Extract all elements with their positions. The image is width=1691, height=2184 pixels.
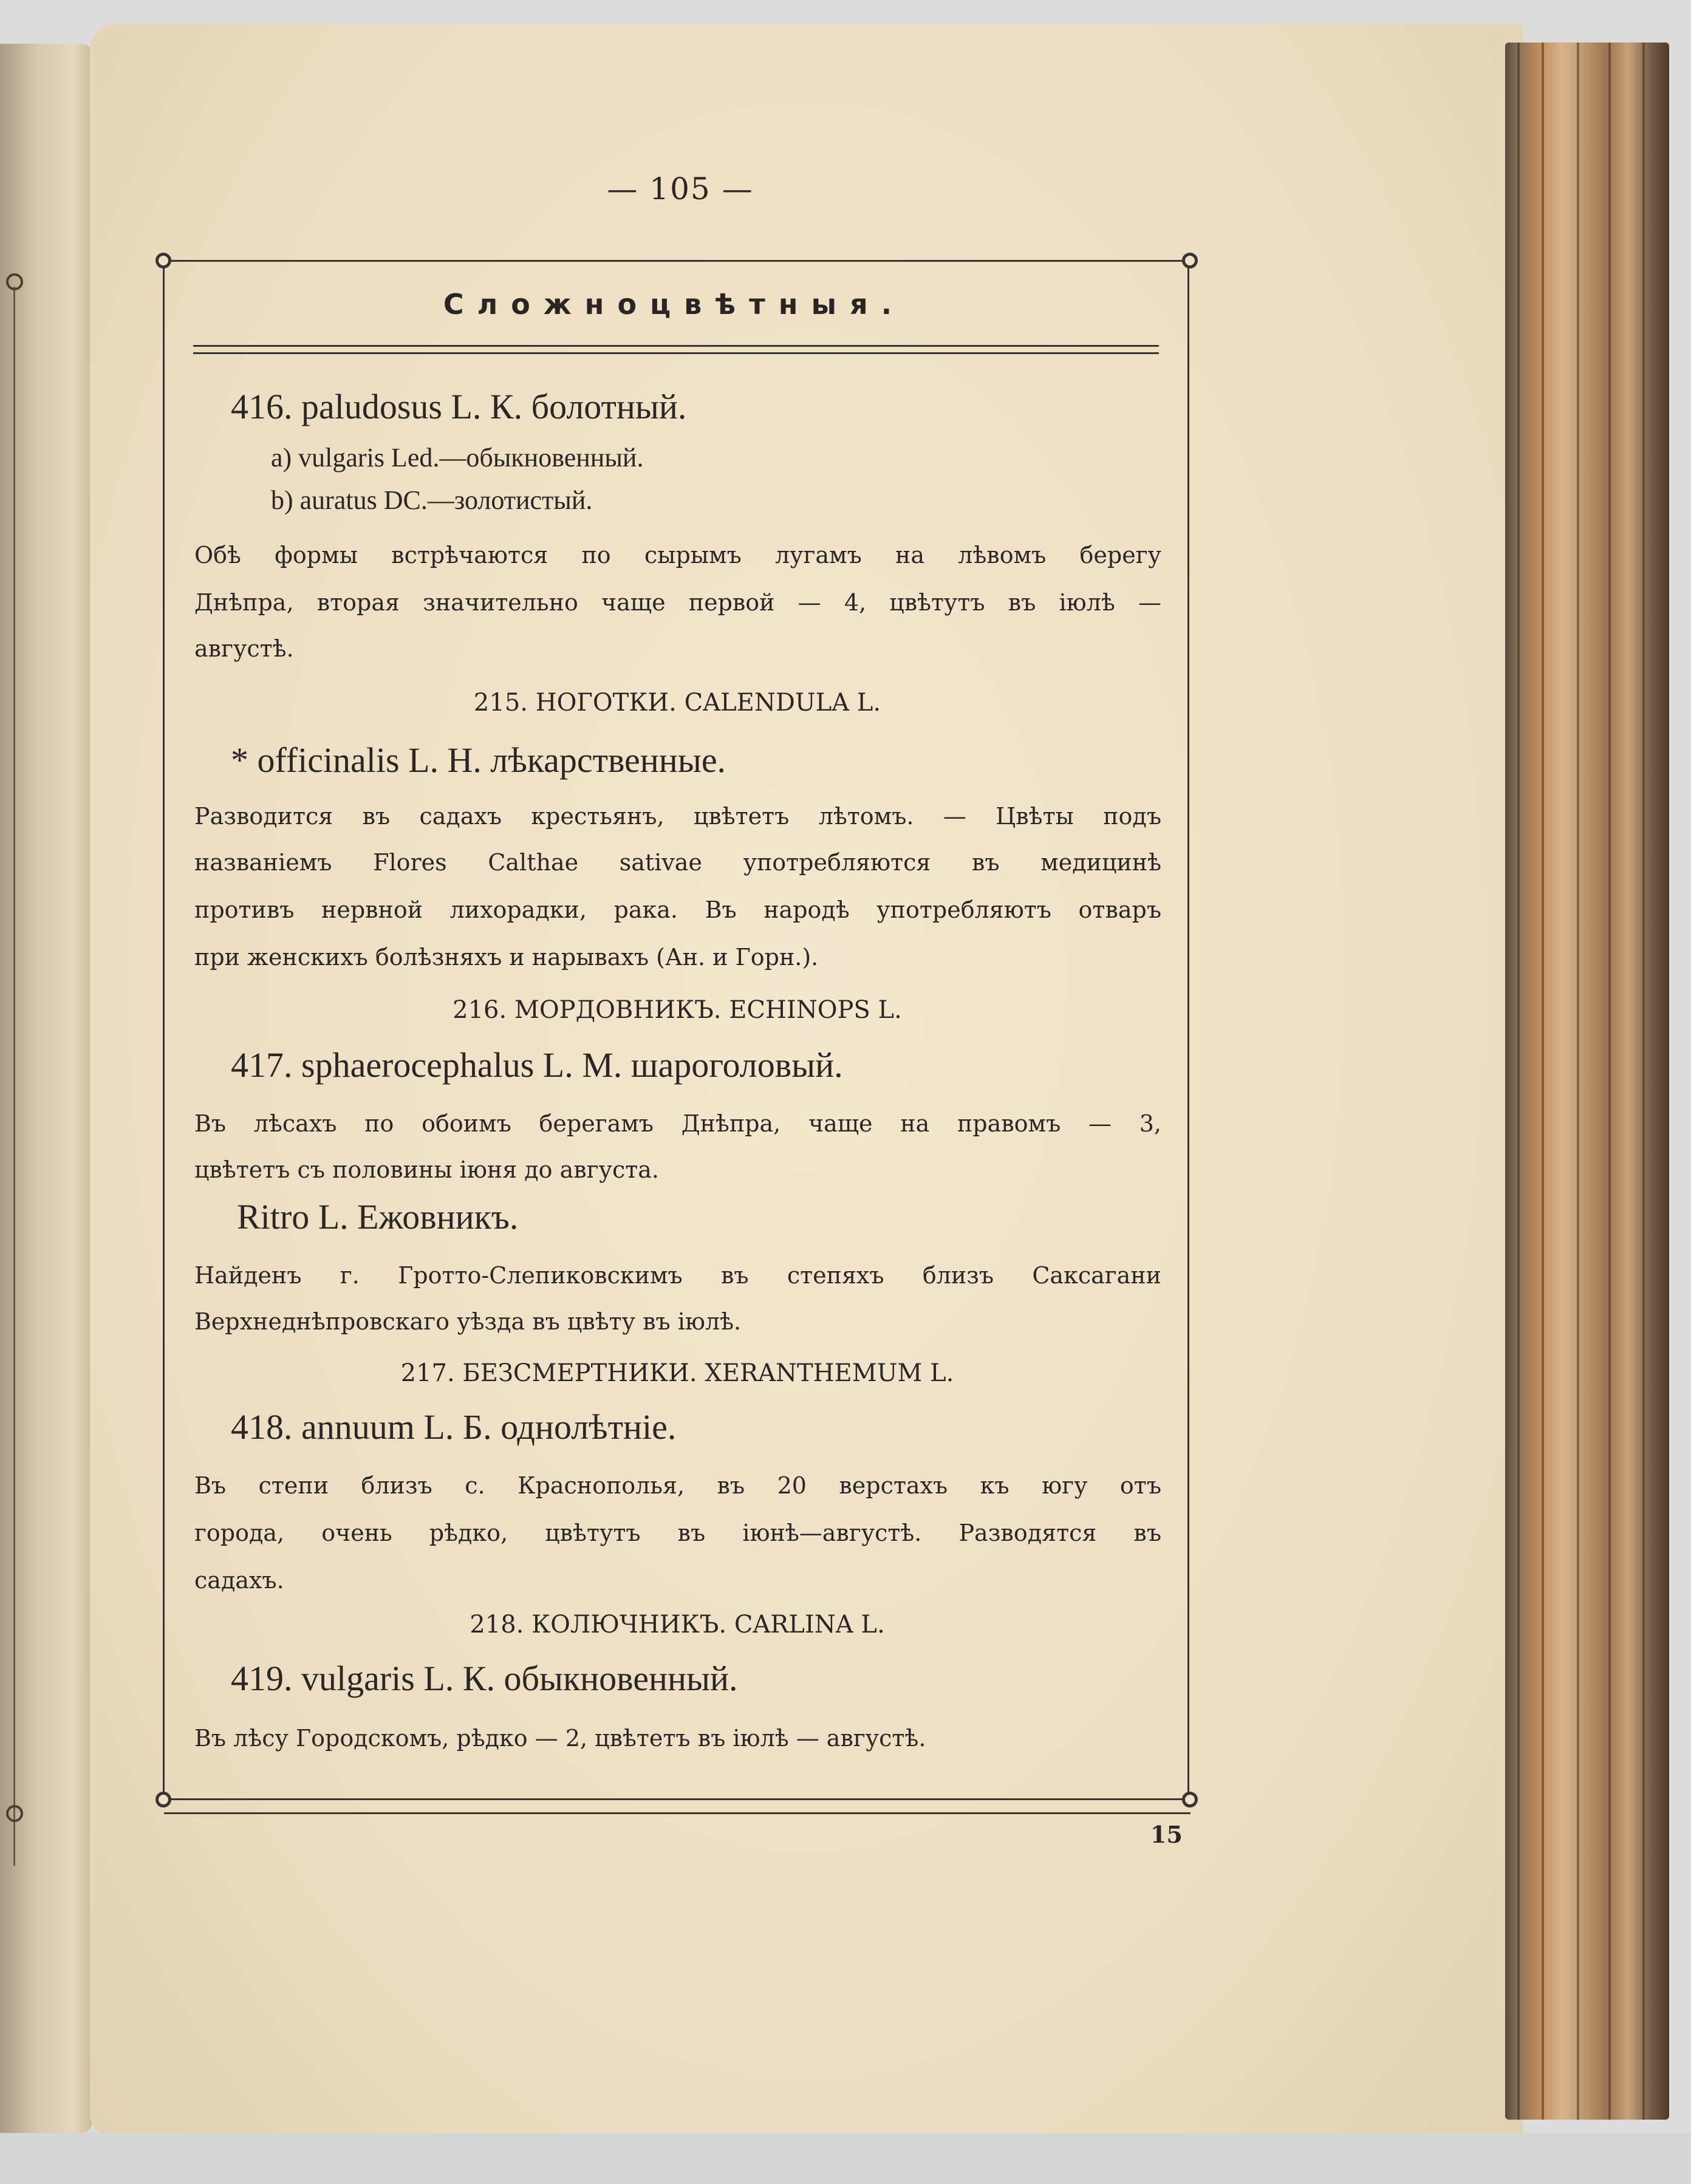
description-line: названіемъ Flores Calthae sativae употребляются въ медицинѣ: [194, 849, 1161, 876]
variety-line: a) vulgaris Led.—обыкновенный.: [271, 443, 644, 473]
section-title: Сложноцвѣтныя.: [443, 288, 906, 321]
genus-heading: 216. МОРДОВНИКЪ. ECHINOPS L.: [453, 996, 902, 1024]
description-line: при женскихъ болѣзняхъ и нарывахъ (Ан. и Горн.).: [194, 944, 819, 971]
facing-page-ornament: [6, 1805, 23, 1822]
title-rule: [193, 352, 1159, 354]
description-line: города, очень рѣдко, цвѣтутъ въ іюнѣ—августѣ. Разводятся въ: [194, 1520, 1161, 1546]
description-line: августѣ.: [194, 635, 294, 662]
genus-heading: 215. НОГОТКИ. CALENDULA L.: [473, 689, 881, 717]
frame-corner-ornament: [155, 1792, 171, 1807]
description-line: Днѣпра, вторая значительно чаще первой — 4, цвѣтутъ въ іюлѣ —: [194, 589, 1161, 616]
species-entry: * officinalis L. Н. лѣкарственные.: [231, 740, 726, 780]
species-entry: 416. paludosus L. К. болотный.: [231, 387, 687, 426]
frame-corner-ornament: [1182, 1792, 1198, 1807]
facing-page-rule: [13, 287, 15, 1866]
genus-heading: 218. КОЛЮЧНИКЪ. CARLINA L.: [470, 1611, 885, 1639]
species-entry: 418. annuum L. Б. однолѣтніе.: [231, 1407, 677, 1447]
facing-page-ornament: [6, 273, 23, 290]
description-line: Обѣ формы встрѣчаются по сырымъ лугамъ на лѣвомъ берегу: [194, 542, 1161, 568]
description-line: Въ лѣсахъ по обоимъ берегамъ Днѣпра, чаще на правомъ — 3,: [194, 1110, 1161, 1137]
description-line: Разводится въ садахъ крестьянъ, цвѣтетъ лѣтомъ. — Цвѣты подъ: [194, 803, 1161, 830]
variety-line: b) auratus DC.—золотистый.: [271, 485, 593, 515]
description-line: Въ степи близъ с. Краснополья, въ 20 верстахъ къ югу отъ: [194, 1472, 1161, 1499]
species-entry: 417. sphaerocephalus L. М. шароголовый.: [231, 1045, 843, 1085]
facing-page-edge: [0, 44, 92, 2133]
species-entry: 419. vulgaris L. К. обыкновенный.: [231, 1659, 738, 1698]
description-line: противъ нервной лихорадки, рака. Въ народѣ употребляютъ отваръ: [194, 896, 1161, 923]
description-line: Верхнеднѣпровскаго уѣзда въ цвѣту въ іюлѣ.: [194, 1308, 742, 1335]
description-line: Въ лѣсу Городскомъ, рѣдко — 2, цвѣтетъ въ іюлѣ — августѣ.: [194, 1725, 926, 1752]
page-number: — 105 —: [607, 171, 754, 206]
species-entry: Ritro L. Ежовникъ.: [237, 1197, 519, 1237]
genus-heading: 217. БЕЗСМЕРТНИКИ. XERANTHEMUM L.: [400, 1359, 954, 1387]
page-block-edges: [1505, 43, 1669, 2120]
description-line: цвѣтетъ съ половины іюня до августа.: [194, 1156, 659, 1183]
frame-corner-ornament: [155, 253, 171, 268]
bottom-rule: [164, 1812, 1191, 1814]
scan-background: [0, 2133, 1691, 2184]
description-line: садахъ.: [194, 1567, 284, 1594]
title-rule: [193, 345, 1159, 347]
printer-signature: 15: [1150, 1821, 1183, 1848]
description-line: Найденъ г. Гротто-Слепиковскимъ въ степяхъ близъ Саксагани: [194, 1262, 1161, 1289]
frame-corner-ornament: [1182, 253, 1198, 268]
